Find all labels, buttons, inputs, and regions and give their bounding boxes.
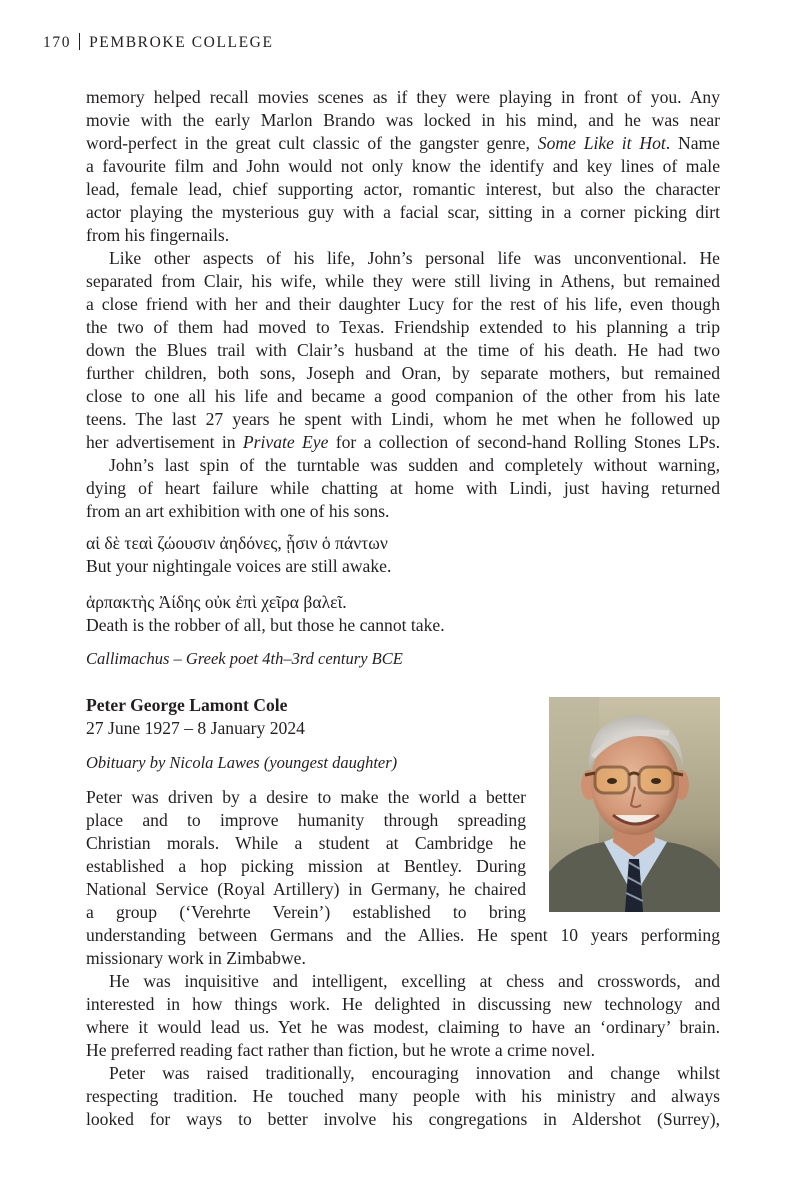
paragraph-2-line-4: the two of them had moved to Texas. Friendship extended to his planning a trip (86, 317, 720, 337)
quote-english-line-1: But your nightingale voices are still awake. (86, 556, 392, 576)
header-divider (79, 33, 80, 50)
paragraph-5-line-2: interested in how things work. He delighted in discussing new technology and (86, 994, 720, 1014)
text-segment: . Name (665, 133, 720, 153)
paragraph-6-line-3: looked for ways to better involve his congregations in Aldershot (Surrey), (86, 1109, 720, 1129)
epitaph-quote-2 (86, 591, 720, 637)
text-segment: for a collection of second-hand Rolling Stones LPs. (335, 432, 720, 452)
quote-english-line-2: Death is the robber of all, but those he cannot take. (86, 615, 445, 635)
paragraph-2-line-1: Like other aspects of his life, John’s personal life was unconventional. He (109, 248, 720, 268)
paragraph-3-line-1: John’s last spin of the turntable was sudden and completely without warning, (109, 455, 720, 475)
paragraph-4-line-6: a group (‘Verehrte Verein’) established to bring (86, 902, 526, 922)
life-dates: 27 June 1927 – 8 January 2024 (86, 718, 305, 738)
paragraph-5-line-1: He was inquisitive and intelligent, excelling at chess and crosswords, and (109, 971, 720, 991)
obituary-continuation (86, 86, 720, 523)
paragraph-4-line-7: understanding between Germans and the Allies. He spent 10 years performing (86, 925, 720, 945)
deceased-name: Peter George Lamont Cole (86, 695, 288, 715)
paragraph-2-line-6: further children, both sons, Joseph and Oran, by separate mothers, but remained (86, 363, 720, 383)
paragraph-1-line-7: from his fingernails. (86, 225, 230, 245)
portrait-photo (549, 697, 720, 912)
obituary-2-wrapped-text (86, 786, 526, 924)
epitaph-quote (86, 532, 720, 578)
film-title: Some Like it Hot (537, 133, 666, 153)
paragraph-2-line-8: teens. The last 27 years he spent with Lindi, whom he met when he followed up (86, 409, 720, 429)
paragraph-2-line-7: close to one all his life and became a good companion of the other from his late (86, 386, 720, 406)
paragraph-2-line-3: a close friend with her and their daughter Lucy for the rest of his life, even though (86, 294, 720, 314)
paragraph-1-line-2: movie with the early Marlon Brando was locked in his mind, and he was near (86, 110, 720, 130)
paragraph-4-line-8: missionary work in Zimbabwe. (86, 948, 306, 968)
page-number: 170 (43, 34, 72, 51)
magazine-title: Private Eye (242, 432, 329, 452)
paragraph-2-line-5: down the Blues trail with Clair’s husband at the time of his death. He had two (86, 340, 720, 360)
portrait-image (549, 697, 720, 912)
paragraph-4-line-4: established a hop picking mission at Bentley. During (86, 856, 526, 876)
paragraph-6-line-1: Peter was raised traditionally, encouraging innovation and change whilst (109, 1063, 720, 1083)
obituary-byline: Obituary by Nicola Lawes (youngest daughter) (86, 753, 398, 772)
paragraph-1-line-5: lead, female lead, chief supporting actor, romantic interest, but also the character (86, 179, 720, 199)
paragraph-3-line-2: dying of heart failure while chatting at home with Lindi, just having returned (86, 478, 720, 498)
paragraph-1-line-6: actor playing the mysterious guy with a facial scar, sitting in a corner picking dirt (86, 202, 720, 222)
paragraph-6-line-2: respecting tradition. He touched many people with his ministry and always (86, 1086, 720, 1106)
paragraph-4-line-2: place and to improve humanity through spreading (86, 810, 526, 830)
quote-attribution: Callimachus – Greek poet 4th–3rd century BCE (86, 649, 403, 668)
paragraph-5-line-4: He preferred reading fact rather than fiction, but he wrote a crime novel. (86, 1040, 595, 1060)
paragraph-3-line-3: from an art exhibition with one of his sons. (86, 501, 390, 521)
paragraph-4-line-3: Christian morals. While a student at Cambridge he (86, 833, 526, 853)
obituary-2-body (86, 924, 720, 1131)
paragraph-2-line-2: separated from Clair, his wife, while they were still living in Athens, but remained (86, 271, 720, 291)
running-head (43, 33, 274, 52)
text-segment: word-perfect in the great cult classic of the gangster genre, (86, 133, 530, 153)
paragraph-5-line-3: where it would lead us. Yet he was modest, claiming to have an ‘ordinary’ brain. (86, 1017, 720, 1037)
paragraph-1-line-4: a favourite film and John would not only know the identify and key lines of male (86, 156, 720, 176)
paragraph-4-line-5: National Service (Royal Artillery) in Germany, he chaired (86, 879, 526, 899)
quote-attribution-block (86, 648, 720, 670)
paragraph-4-line-1: Peter was driven by a desire to make the world a better (86, 787, 526, 807)
quote-greek-line-2: ἁρπακτὴς Ἀίδης οὐκ ἐπὶ χεῖρα βαλεῖ. (86, 592, 347, 612)
paragraph-2-line-9 (86, 431, 720, 454)
paragraph-1-line-1: memory helped recall movies scenes as if they were playing in front of you. Any (86, 87, 720, 107)
obituary-heading (86, 694, 526, 740)
quote-greek-line-1: αἱ δὲ τεαὶ ζώουσιν ἀηδόνες, ᾗσιν ὁ πάντων (86, 533, 388, 553)
text-segment: her advertisement in (86, 432, 236, 452)
college-name: PEMBROKE COLLEGE (89, 34, 274, 51)
byline-block (86, 752, 526, 774)
paragraph-1-line-3 (86, 132, 720, 155)
